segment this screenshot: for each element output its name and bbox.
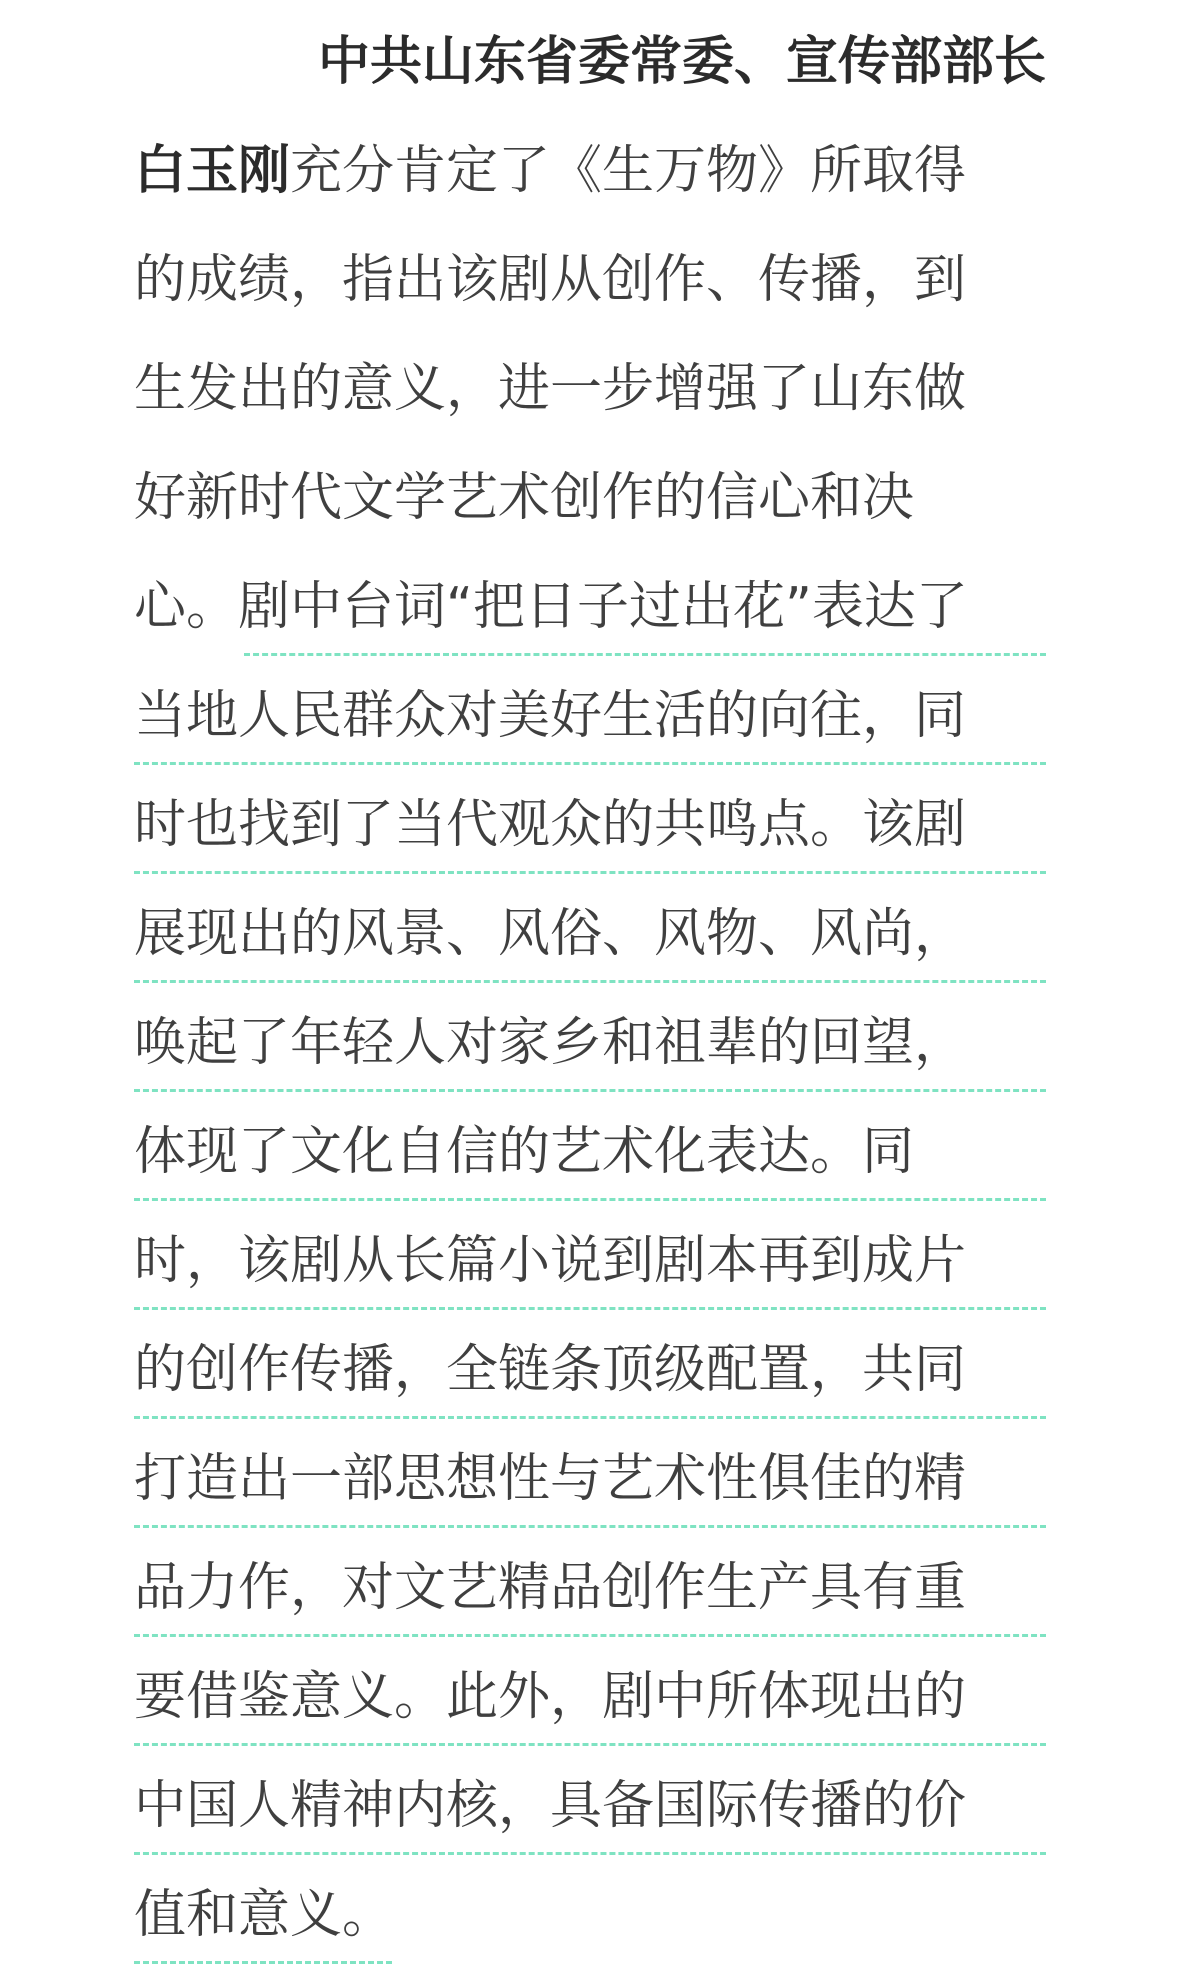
highlighted-text: 剧中台词“把日子过出花”表达了	[238, 577, 968, 637]
text-line-3	[134, 236, 1046, 345]
text-line-8	[134, 781, 1046, 890]
text-line-15	[134, 1544, 1046, 1653]
highlighted-text: 时，该剧从长篇小说到剧本再到成片	[134, 1231, 967, 1291]
text-line-11	[134, 1108, 1046, 1217]
highlighted-text: 当地人民群众对美好生活的向往，同	[134, 686, 967, 746]
dashed-underline	[134, 1743, 1046, 1746]
highlighted-text: 时也找到了当代观众的共鸣点。该剧	[134, 795, 967, 855]
dashed-underline	[134, 871, 1046, 874]
line-text-plain: 心。	[134, 577, 239, 637]
text-line-18	[134, 1871, 1046, 1980]
highlighted-text: 唤起了年轻人对家乡和祖辈的回望，	[134, 1013, 967, 1073]
text-line-10	[134, 999, 1046, 1108]
text-line-17	[134, 1762, 1046, 1871]
speaker-title: 中共山东省委常委、宣传部部长	[317, 32, 1046, 92]
highlighted-text: 要借鉴意义。此外，剧中所体现出的	[134, 1667, 967, 1727]
dashed-underline	[134, 1307, 1046, 1310]
line-text: 生发出的意义，进一步增强了山东做	[134, 359, 967, 419]
highlighted-text: 值和意义。	[134, 1885, 395, 1945]
speaker-name: 白玉刚	[134, 141, 291, 201]
line-text: 的成绩，指出该剧从创作、传播，到	[134, 250, 967, 310]
dashed-underline	[134, 1089, 1046, 1092]
text-line-9	[134, 890, 1046, 999]
text-line-14	[134, 1435, 1046, 1544]
text-line-6	[134, 563, 1046, 672]
text-line-12	[134, 1217, 1046, 1326]
dashed-underline	[134, 1198, 1046, 1201]
article-paragraph	[134, 18, 1046, 1980]
line-text: 好新时代文学艺术创作的信心和决	[134, 468, 915, 528]
dashed-underline	[134, 762, 1046, 765]
dashed-underline	[134, 1634, 1046, 1637]
dashed-underline	[134, 980, 1046, 983]
text-line-5	[134, 454, 1046, 563]
text-line-4	[134, 345, 1046, 454]
text-line-1	[134, 18, 1046, 127]
highlighted-text: 展现出的风景、风俗、风物、风尚，	[134, 904, 967, 964]
dashed-underline	[134, 1961, 392, 1964]
highlighted-text: 中国人精神内核，具备国际传播的价	[134, 1776, 967, 1836]
text-line-13	[134, 1326, 1046, 1435]
highlighted-text: 的创作传播，全链条顶级配置，共同	[134, 1340, 967, 1400]
text-line-2	[134, 127, 1046, 236]
dashed-underline	[134, 1852, 1046, 1855]
text-line-7	[134, 672, 1046, 781]
highlighted-text: 体现了文化自信的艺术化表达。同	[134, 1122, 915, 1182]
text-line-16	[134, 1653, 1046, 1762]
dashed-underline	[134, 1416, 1046, 1419]
dashed-underline	[244, 653, 1046, 656]
highlighted-text: 打造出一部思想性与艺术性俱佳的精	[134, 1449, 967, 1509]
line-text: 充分肯定了《生万物》所取得	[290, 141, 967, 201]
highlighted-text: 品力作，对文艺精品创作生产具有重	[134, 1558, 967, 1618]
dashed-underline	[134, 1525, 1046, 1528]
